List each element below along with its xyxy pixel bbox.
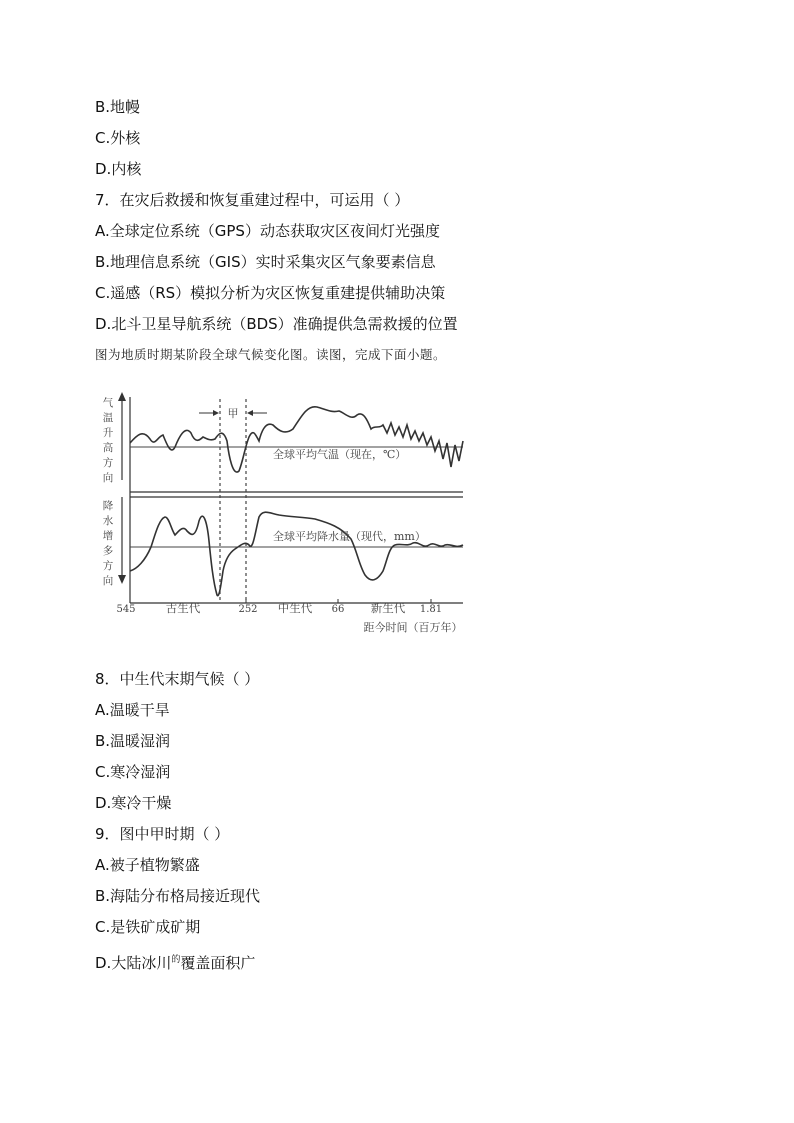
option-q9-d-part2: 覆盖面积广 [180, 954, 256, 972]
tick-1-81: 1.81 [419, 604, 443, 615]
precip-axis-label-char: 方 [102, 560, 114, 572]
option-q8-c: C.寒冷湿润 [95, 763, 171, 781]
question-9-stem: 9．图中甲时期（ ） [95, 825, 230, 843]
figure-caption: 图为地质时期某阶段全球气候变化图。读图，完成下面小题。 [95, 347, 447, 362]
temp-axis-label-char: 气 [102, 397, 114, 409]
precipitation-curve [130, 512, 463, 595]
period-jia-label: 甲 [227, 407, 239, 420]
precip-axis-label-char: 降 [102, 500, 114, 512]
option-q8-b: B.温暖湿润 [95, 732, 171, 750]
temp-baseline-label: 全球平均气温（现在，℃） [273, 448, 407, 461]
option-q8-d: D.寒冷干燥 [95, 794, 172, 812]
tick-252: 252 [238, 604, 258, 615]
option-q7-a: A.全球定位系统（GPS）动态获取灾区夜间灯光强度 [95, 222, 440, 240]
tick-545: 545 [116, 604, 136, 615]
climate-change-figure [95, 385, 475, 640]
precip-axis-label-char: 向 [102, 575, 114, 587]
option-q6-d: D.内核 [95, 160, 142, 178]
option-q8-a: A.温暖干旱 [95, 701, 170, 719]
temperature-curve [130, 407, 463, 472]
option-q9-d-part1: D.大陆冰川 [95, 954, 172, 972]
option-q9-d-superscript: 的 [171, 955, 181, 965]
era-mesozoic: 中生代 [277, 601, 313, 615]
precip-axis-label-char: 增 [102, 530, 114, 542]
temp-axis-label-char: 温 [102, 412, 114, 424]
precip-axis-label-char: 多 [102, 545, 114, 557]
option-q7-d: D.北斗卫星导航系统（BDS）准确提供急需救援的位置 [95, 315, 458, 333]
question-7-stem: 7．在灾后救援和恢复重建过程中，可运用（ ） [95, 191, 410, 209]
option-q9-c: C.是铁矿成矿期 [95, 918, 201, 936]
option-q9-b: B.海陆分布格局接近现代 [95, 887, 261, 905]
option-q7-b: B.地理信息系统（GIS）实时采集灾区气象要素信息 [95, 253, 436, 271]
option-q9-a: A.被子植物繁盛 [95, 856, 200, 874]
precipitation-axis [103, 497, 126, 587]
precip-baseline-label: 全球平均降水量（现代，mm） [273, 530, 426, 543]
x-axis-title: 距今时间（百万年） [363, 621, 463, 634]
option-q9-d [95, 950, 255, 973]
temp-axis-label-char: 向 [102, 472, 114, 484]
temp-axis-label-char: 升 [102, 427, 114, 439]
option-q7-c: C.遥感（RS）模拟分析为灾区恢复重建提供辅助决策 [95, 284, 446, 302]
temperature-axis [103, 392, 126, 484]
option-q6-c: C.外核 [95, 129, 141, 147]
option-q6-b: B.地幔 [95, 98, 141, 116]
temp-axis-label-char: 高 [102, 442, 114, 454]
tick-66: 66 [331, 604, 345, 615]
precip-axis-label-char: 水 [102, 515, 114, 527]
question-8-stem: 8．中生代末期气候（ ） [95, 670, 260, 688]
era-paleozoic: 古生代 [165, 601, 201, 615]
era-cenozoic: 新生代 [370, 601, 406, 615]
temp-axis-label-char: 方 [102, 457, 114, 469]
